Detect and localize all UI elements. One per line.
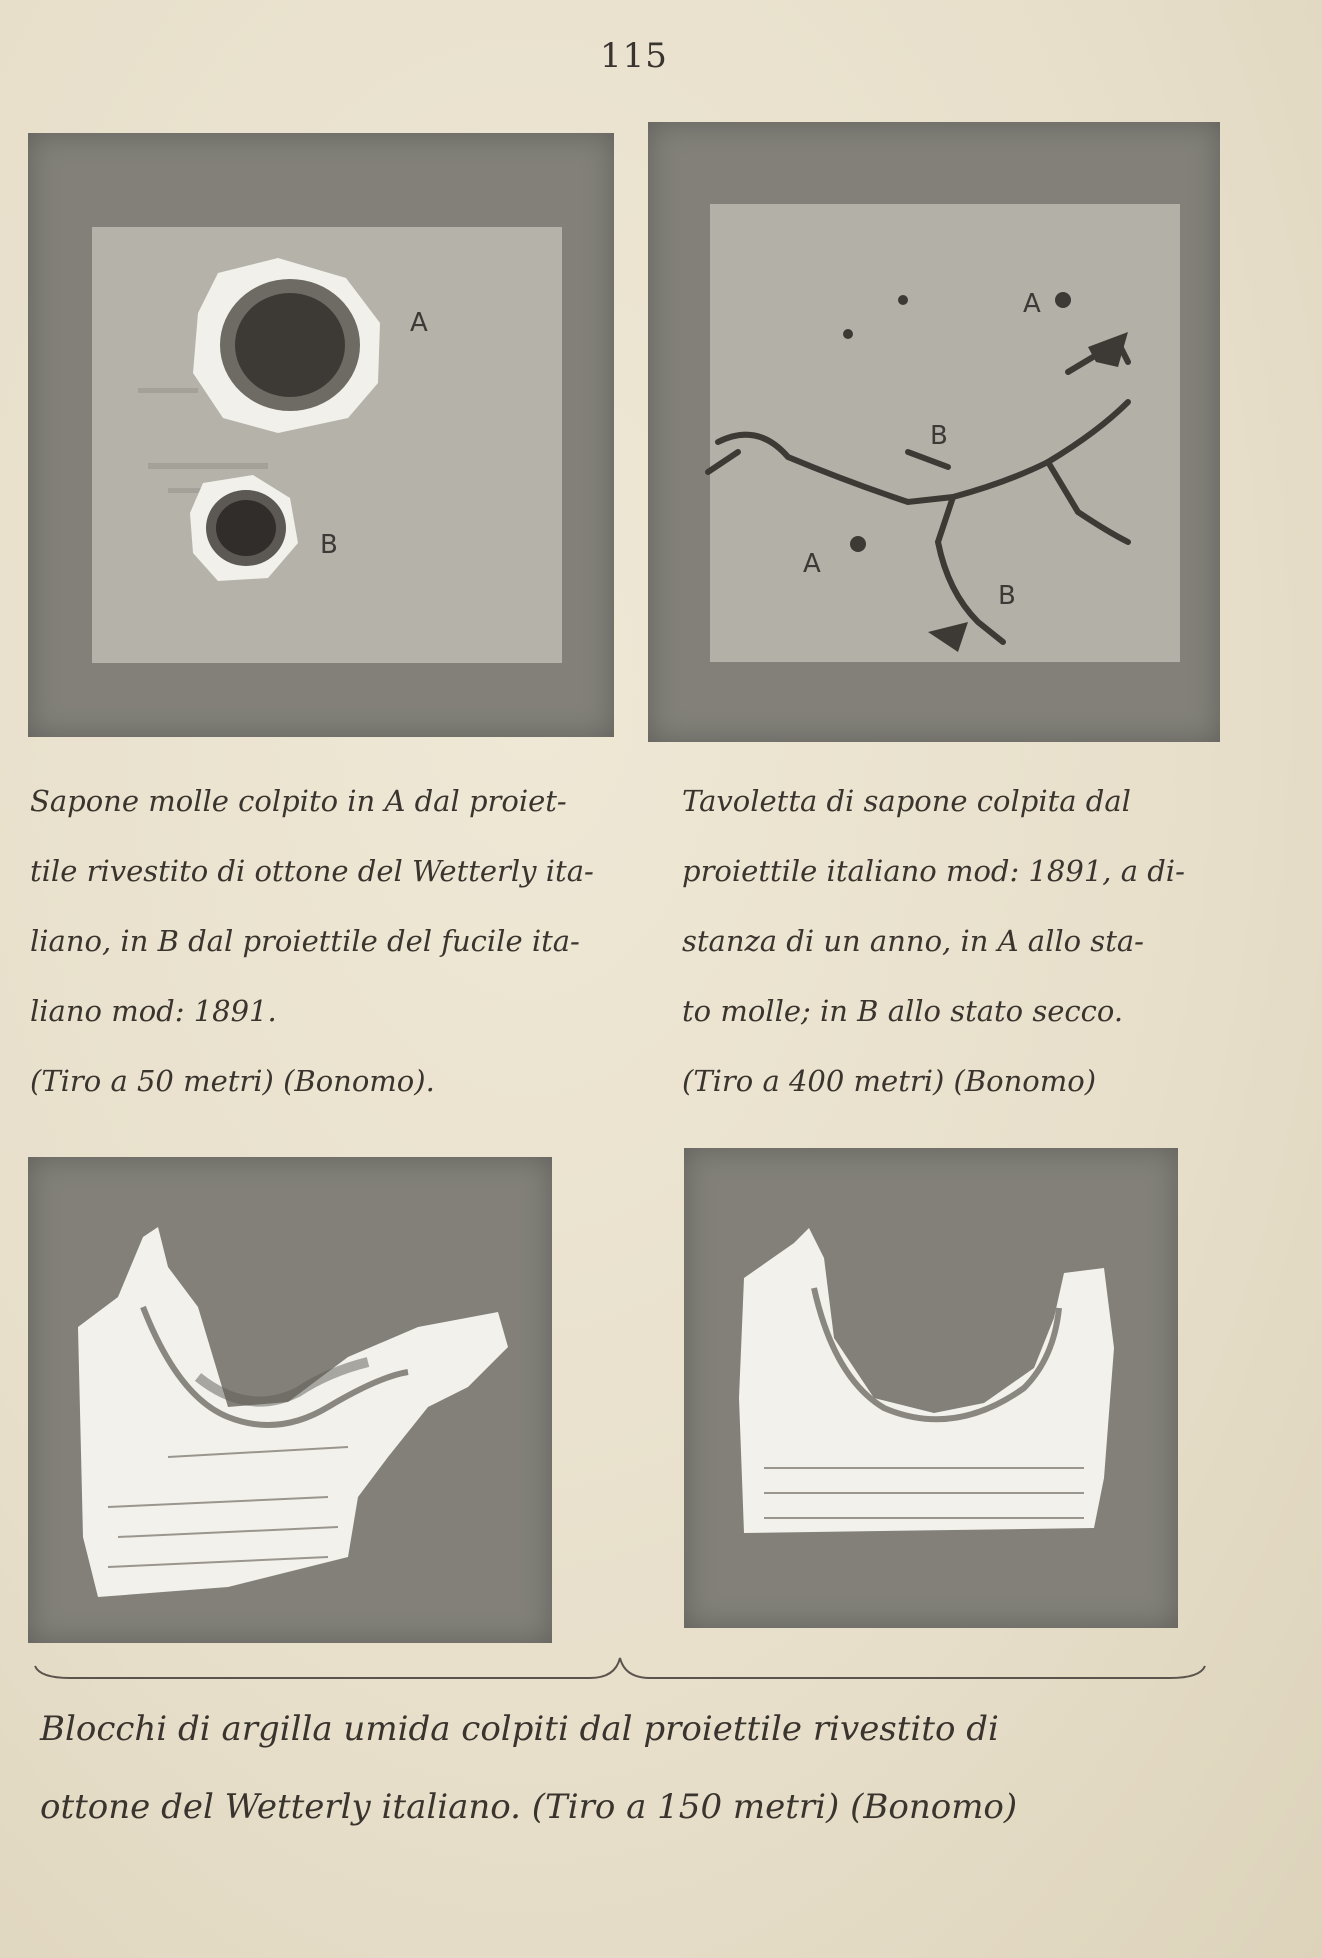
caption-brace xyxy=(30,1648,1210,1688)
label-b: B xyxy=(930,421,948,451)
page-number: 115 xyxy=(600,36,668,76)
clay-block-illustration xyxy=(28,1157,552,1643)
clay-block-illustration xyxy=(684,1148,1178,1628)
label-a: A xyxy=(803,549,821,579)
caption-clay-blocks: Blocchi di argilla umida colpiti dal proiettile rivestito di ottone del Wetterly italiano. (Tiro a 150 metri) (Bonomo) xyxy=(40,1709,1018,1827)
plate-soap-tablet xyxy=(648,122,1220,742)
label-a: A xyxy=(410,308,428,338)
label-b: B xyxy=(998,581,1016,611)
label-b: B xyxy=(320,530,338,560)
soap-tablet-illustration xyxy=(648,122,1220,742)
plate-clay-block-right xyxy=(684,1148,1178,1628)
plate-clay-block-left xyxy=(28,1157,552,1643)
caption-soap-tablet: Tavoletta di sapone colpita dal proiettile italiano mod: 1891, a di- stanza di un anno, in A allo sta- to molle; in B allo stato secco. (Tiro a 400 metri) (Bonomo) xyxy=(682,784,1185,1098)
caption-soft-soap: Sapone molle colpito in A dal proiet- tile rivestito di ottone del Wetterly ita- liano, in B dal proiettile del fucile ita- liano mod: 1891. (Tiro a 50 metri) (Bonomo). xyxy=(30,784,594,1098)
plate-soft-soap xyxy=(28,133,614,737)
label-a: A xyxy=(1023,289,1041,319)
soft-soap-illustration xyxy=(28,133,614,737)
